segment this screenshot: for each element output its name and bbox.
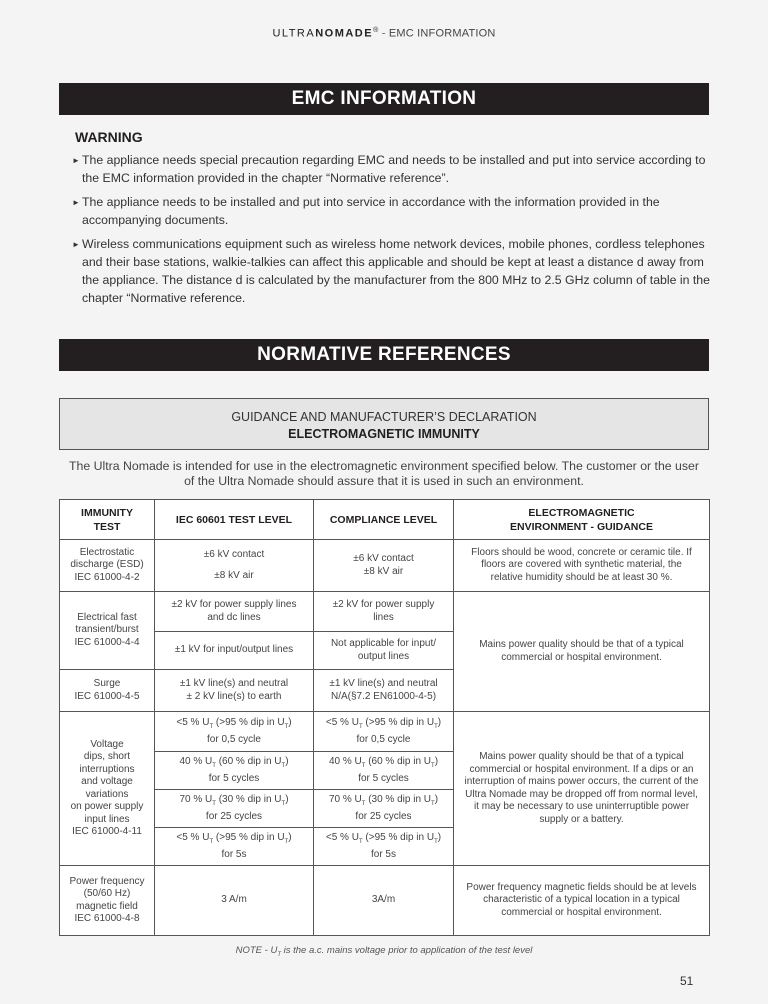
compliance-level-cell: ±1 kV line(s) and neutral N/A(§7.2 EN61000-4-5)	[314, 670, 454, 712]
test-level-cell: ±2 kV for power supply lines and dc lines	[155, 592, 314, 632]
table-note: NOTE - $U_T$ is the a.c. mains voltage prior to application of the test level	[235, 945, 533, 958]
compliance-level-cell: 3A/m	[314, 866, 454, 936]
test-level-cell: 40 % $U_T$ (60 % dip in $U_T$) for 5 cycles	[155, 752, 314, 790]
table-row	[60, 592, 710, 632]
brand-ultra: ULTRA	[272, 27, 316, 40]
brand-registered-mark: ®	[373, 27, 379, 34]
immunity-table	[59, 499, 710, 936]
compliance-level-cell: ±2 kV for power supply lines	[314, 592, 454, 632]
warning-list	[74, 151, 714, 313]
guidance-cell: Floors should be wood, concrete or ceramic tile. If floors are covered with synthetic material, the relative humidity should be at least 30 %.	[454, 540, 710, 592]
header-test-level: IEC 60601 TEST LEVEL	[155, 500, 314, 540]
compliance-level-cell: 40 % $U_T$ (60 % dip in $U_T$) for 5 cycles	[314, 752, 454, 790]
test-level-cell: <5 % $U_T$ (>95 % dip in $U_T$) for 0,5 cycle	[155, 712, 314, 752]
table-row	[60, 540, 710, 592]
test-level-cell: <5 % $U_T$ (>95 % dip in $U_T$) for 5s	[155, 828, 314, 866]
test-level-cell: ±1 kV for input/output lines	[155, 632, 314, 670]
compliance-level-cell: 70 % $U_T$ (30 % dip in $U_T$) for 25 cycles	[314, 790, 454, 828]
brand-nomade: NOMADE	[315, 27, 374, 40]
header-compliance-level: COMPLIANCE LEVEL	[314, 500, 454, 540]
warning-title: WARNING	[75, 129, 143, 145]
compliance-level-cell: <5 % $U_T$ (>95 % dip in $U_T$) for 0,5 cycle	[314, 712, 454, 752]
compliance-level-cell: <5 % $U_T$ (>95 % dip in $U_T$) for 5s	[314, 828, 454, 866]
header-environment: ELECTROMAGNETIC ENVIRONMENT - GUIDANCE	[454, 500, 710, 540]
guidance-cell: Power frequency magnetic fields should be at levels characteristic of a typical location in a typical commercial or hospital environment.	[454, 866, 710, 936]
bullet-arrow-icon: ►	[72, 198, 80, 207]
bullet-arrow-icon: ►	[72, 240, 80, 249]
emc-section-title: EMC INFORMATION	[59, 83, 709, 115]
warning-text: The appliance needs special precaution regarding EMC and needs to be installed and put into service according to the EMC information provided in the chapter “Normative reference”.	[82, 153, 706, 185]
guidance-box	[59, 398, 709, 450]
list-item	[74, 151, 714, 187]
page-header	[0, 27, 768, 40]
compliance-level-cell: Not applicable for input/ output lines	[314, 632, 454, 670]
test-name-cell: Electrical fast transient/burst IEC 61000-4-4	[60, 592, 155, 670]
guidance-subtitle: ELECTROMAGNETIC IMMUNITY	[288, 427, 480, 441]
guidance-title: GUIDANCE AND MANUFACTURER’S DECLARATION	[231, 410, 537, 424]
header-separator: -	[378, 27, 389, 40]
test-level-cell: 70 % $U_T$ (30 % dip in $U_T$) for 25 cycles	[155, 790, 314, 828]
header-section: EMC INFORMATION	[388, 27, 496, 40]
test-level-cell: 3 A/m	[155, 866, 314, 936]
test-name-cell: Power frequency (50/60 Hz) magnetic field IEC 61000-4-8	[60, 866, 155, 936]
compliance-level-cell: ±6 kV contact ±8 kV air	[314, 540, 454, 592]
test-name-cell: Voltage dips, short interruptions and voltage variations on power supply input lines IEC 61000-4-11	[60, 712, 155, 866]
page-number: 51	[680, 974, 694, 988]
table-row	[60, 712, 710, 752]
test-name-cell: Electrostatic discharge (ESD) IEC 61000-4-2	[60, 540, 155, 592]
test-level-cell: ±1 kV line(s) and neutral ± 2 kV line(s) to earth	[155, 670, 314, 712]
normative-section-title: NORMATIVE REFERENCES	[59, 339, 709, 371]
guidance-cell: Mains power quality should be that of a typical commercial or hospital environment. If a dips or an interruption of mains power occurs, the current of the Ultra Nomade may be dropped off from normal level, it may be necessary to use uninterruptible power supply or a battery.	[454, 712, 710, 866]
list-item	[74, 193, 714, 229]
intro-text: The Ultra Nomade is intended for use in the electromagnetic environment specified below. The customer or the user of the Ultra Nomade should assure that it is used in such an environment.	[69, 459, 699, 488]
guidance-cell: Mains power quality should be that of a typical commercial or hospital environment.	[454, 592, 710, 712]
warning-text: Wireless communications equipment such as wireless home network devices, mobile phones, cordless telephones and their base stations, walkie-talkies can affect this applicable and should be kept at least a distance d away from the appliance. The distance d is calculated by the manufacturer from the 800 MHz to 2.5 GHz column of table in the chapter “Normative reference.	[82, 237, 710, 305]
list-item	[74, 235, 714, 307]
test-level-cell: ±6 kV contact ±8 kV air	[155, 540, 314, 592]
table-header-row	[60, 500, 710, 540]
table-row	[60, 866, 710, 936]
bullet-arrow-icon: ►	[72, 156, 80, 165]
test-name-cell: Surge IEC 61000-4-5	[60, 670, 155, 712]
header-immunity-test: IMMUNITY TEST	[60, 500, 155, 540]
warning-text: The appliance needs to be installed and put into service in accordance with the information provided in the accompanying documents.	[82, 195, 660, 227]
